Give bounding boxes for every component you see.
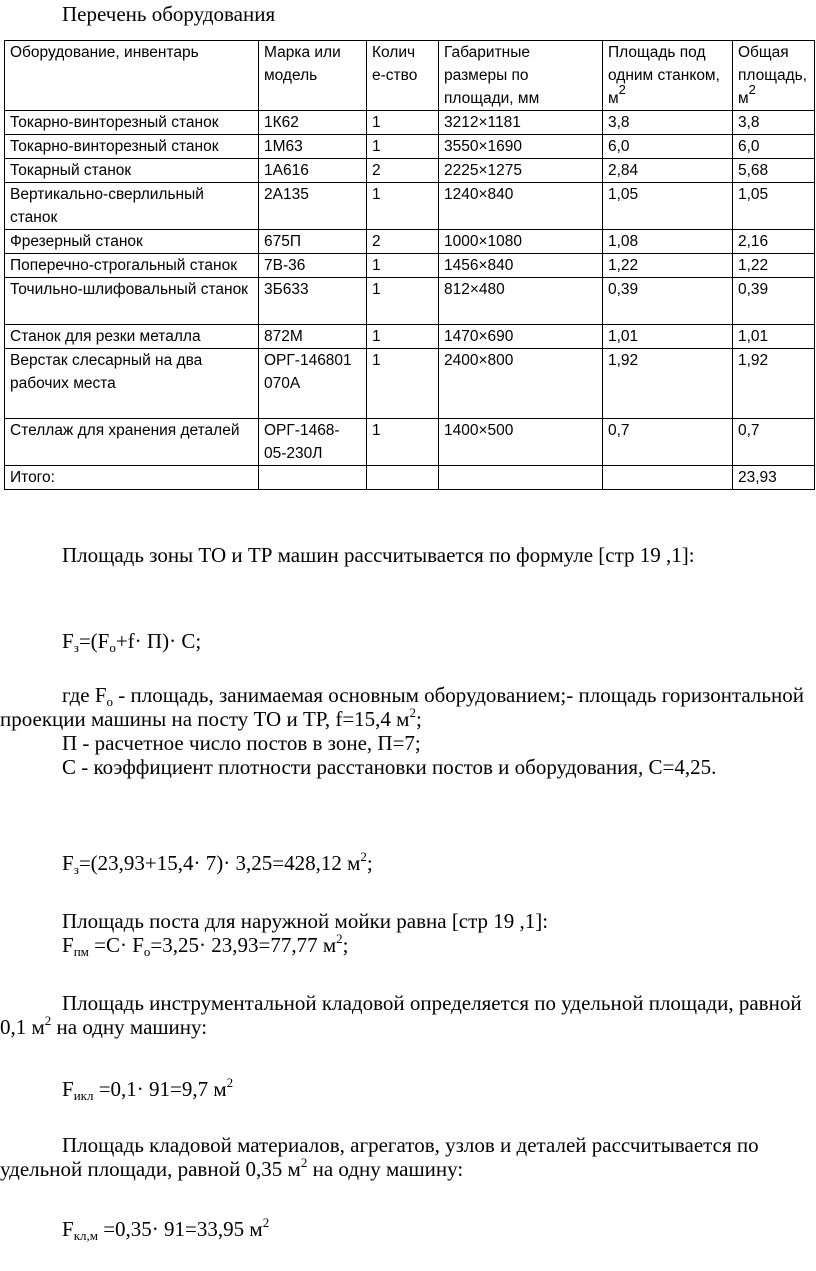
formula <box>0 851 816 875</box>
table-cell: Стеллаж для хранения деталей <box>5 419 259 466</box>
table-cell: Верстак слесарный на два рабочих места <box>5 349 259 419</box>
text-superscript: 2 <box>300 1155 308 1170</box>
formula-part: =(F <box>78 629 110 653</box>
header-cell: Колич е-ство <box>367 41 439 111</box>
formula-subscript: з <box>73 862 79 877</box>
table-row <box>5 135 815 159</box>
text-part: Площадь кладовой материалов, агрегатов, узлов и деталей рассчитывается по удельной площади, равной 0,35 м <box>0 1133 759 1181</box>
table-cell: Точильно-шлифовальный станок <box>5 278 259 325</box>
table-cell: 1 <box>367 325 439 349</box>
header-cell: Габаритные размеры по площади, мм <box>439 41 603 111</box>
table-cell: 872М <box>259 325 367 349</box>
text-part: где F <box>62 683 107 707</box>
text-part: - площадь, занимаемая основным оборудованием;- площадь горизонтальной проекции машины на посту ТО и ТР, f=15,4 м <box>0 683 804 731</box>
formula-line <box>0 933 816 957</box>
formula <box>0 629 816 653</box>
table-cell: 1М63 <box>259 135 367 159</box>
table-cell: 0,7 <box>603 419 733 466</box>
table-cell: 1470×690 <box>439 325 603 349</box>
text-part: Площадь инструментальной кладовой определяется по удельной площади, равной 0,1 м <box>0 991 802 1039</box>
table-cell: 6,0 <box>733 135 815 159</box>
table-cell: 2,16 <box>733 230 815 254</box>
formula-subscript: кл,м <box>73 1228 98 1243</box>
formula-part: ; <box>366 851 373 875</box>
formula-subscript: о <box>109 640 116 655</box>
table-cell: 1,01 <box>603 325 733 349</box>
equipment-table <box>4 40 815 490</box>
table-cell: 1К62 <box>259 111 367 135</box>
table-cell: Фрезерный станок <box>5 230 259 254</box>
table-cell: 0,39 <box>733 278 815 325</box>
table-cell: Токарно-винторезный станок <box>5 111 259 135</box>
header-cell: Марка или модель <box>259 41 367 111</box>
table-cell: Станок для резки металла <box>5 325 259 349</box>
paragraph-text <box>0 683 816 731</box>
total-label: Итого: <box>5 466 259 490</box>
table-row <box>5 419 815 466</box>
table-cell: 2А135 <box>259 183 367 230</box>
formula-subscript: икл <box>73 1088 94 1103</box>
formula-part: =0,1· 91=9,7 м <box>93 1077 227 1101</box>
table-cell: 812×480 <box>439 278 603 325</box>
table-cell: Вертикально-сверлильный станок <box>5 183 259 230</box>
table-row <box>5 278 815 325</box>
header-cell: Оборудование, инвентарь <box>5 41 259 111</box>
table-cell <box>367 466 439 490</box>
text-superscript: 2 <box>44 1013 52 1028</box>
table-cell: 1 <box>367 254 439 278</box>
table-cell: 1,22 <box>733 254 815 278</box>
table-cell: 3Б633 <box>259 278 367 325</box>
header-text: Площадь под одним станком, м <box>608 44 720 107</box>
formula-part: ; <box>342 933 349 957</box>
table-cell: ОРГ-1468-05-230Л <box>259 419 367 466</box>
table-cell: 1400×500 <box>439 419 603 466</box>
table-cell: Токарный станок <box>5 159 259 183</box>
table-cell: 3,8 <box>603 111 733 135</box>
table-cell: 2400×800 <box>439 349 603 419</box>
paragraph-text: П - расчетное число постов в зоне, П=7; <box>62 731 421 755</box>
table-cell: 5,68 <box>733 159 815 183</box>
formula-superscript: 2 <box>336 931 343 946</box>
table-cell: 1А616 <box>259 159 367 183</box>
table-cell: 1,05 <box>603 183 733 230</box>
table-cell: 1000×1080 <box>439 230 603 254</box>
formula-part: F <box>62 1077 74 1101</box>
table-cell: 1 <box>367 349 439 419</box>
header-superscript: 2 <box>618 82 626 97</box>
total-value: 23,93 <box>733 466 815 490</box>
paragraph <box>0 543 816 567</box>
definitions <box>0 683 816 779</box>
table-cell: 1,22 <box>603 254 733 278</box>
formula-part: =(23,93+15,4· 7)· 3,25=428,12 м <box>78 851 361 875</box>
paragraph-text: Площадь поста для наружной мойки равна [стр 19 ,1]: <box>62 909 549 933</box>
table-total-row <box>5 466 815 490</box>
formula-line <box>0 851 816 875</box>
table-cell: Токарно-винторезный станок <box>5 135 259 159</box>
formula-part: =0,35· 91=33,95 м <box>97 1217 263 1241</box>
formula-line <box>0 1077 816 1101</box>
table-header-row <box>5 41 815 111</box>
table-cell: 3,8 <box>733 111 815 135</box>
table-cell: 1,92 <box>733 349 815 419</box>
table-cell: 1456×840 <box>439 254 603 278</box>
table-cell: 1 <box>367 278 439 325</box>
table-cell: 1240×840 <box>439 183 603 230</box>
table-cell: 7В-36 <box>259 254 367 278</box>
table-cell: 6,0 <box>603 135 733 159</box>
formula <box>0 1077 816 1101</box>
paragraph-text: С - коэффициент плотности расстановки постов и оборудования, С=4,25. <box>62 755 717 779</box>
formula-part: F <box>62 851 74 875</box>
table-row <box>5 230 815 254</box>
formula-line <box>0 1217 816 1241</box>
table-cell: 2225×1275 <box>439 159 603 183</box>
table-cell: 675П <box>259 230 367 254</box>
text-part: на одну машину: <box>307 1157 464 1181</box>
formula-part: =3,25· 23,93=77,77 м <box>150 933 337 957</box>
formula-line <box>0 629 816 653</box>
formula-subscript: пм <box>73 944 89 959</box>
table-cell: 1,01 <box>733 325 815 349</box>
table-cell: 1,92 <box>603 349 733 419</box>
table-row <box>5 111 815 135</box>
paragraph <box>0 1133 816 1181</box>
text-part: на одну машину: <box>51 1015 208 1039</box>
table-row <box>5 183 815 230</box>
table-cell: 1,08 <box>603 230 733 254</box>
text-part: ; <box>415 707 422 731</box>
table-cell <box>439 466 603 490</box>
paragraph <box>0 991 816 1039</box>
header-text: Общая площадь, м <box>738 44 808 107</box>
table-cell: 1 <box>367 419 439 466</box>
table-row <box>5 254 815 278</box>
paragraph-text <box>0 991 816 1039</box>
paragraph-text <box>0 1133 816 1181</box>
formula <box>0 1217 816 1241</box>
table-cell: 0,7 <box>733 419 815 466</box>
formula-superscript: 2 <box>226 1075 234 1090</box>
table-cell: 2,84 <box>603 159 733 183</box>
text-subscript: о <box>106 694 114 709</box>
table-cell <box>259 466 367 490</box>
table-cell: 2 <box>367 159 439 183</box>
table-row <box>5 159 815 183</box>
table-row <box>5 349 815 419</box>
header-superscript: 2 <box>748 82 756 97</box>
header-cell <box>603 41 733 111</box>
formula-part: +f· П)· C; <box>115 629 202 653</box>
text-superscript: 2 <box>409 705 416 720</box>
formula-part: F <box>62 629 74 653</box>
header-cell <box>733 41 815 111</box>
formula-superscript: 2 <box>262 1215 270 1230</box>
table-cell <box>603 466 733 490</box>
paragraph <box>0 909 816 957</box>
table-cell: 0,39 <box>603 278 733 325</box>
page-title: Перечень оборудования <box>62 2 276 26</box>
table-cell: 1,05 <box>733 183 815 230</box>
table-cell: 1 <box>367 135 439 159</box>
formula-part: F <box>62 933 74 957</box>
formula-superscript: 2 <box>360 849 367 864</box>
table-cell: 3550×1690 <box>439 135 603 159</box>
formula-subscript: о <box>143 944 151 959</box>
table-cell: 1 <box>367 183 439 230</box>
table-cell: 1 <box>367 111 439 135</box>
paragraph-text: Площадь зоны ТО и ТР машин рассчитывается по формуле [стр 19 ,1]: <box>62 543 695 567</box>
formula-subscript: з <box>73 640 79 655</box>
formula-part: F <box>62 1217 74 1241</box>
formula-part: =C· F <box>88 933 144 957</box>
table-cell: 3212×1181 <box>439 111 603 135</box>
table-row <box>5 325 815 349</box>
table-cell: Поперечно-строгальный станок <box>5 254 259 278</box>
table-cell: 2 <box>367 230 439 254</box>
table-cell: ОРГ-146801 070А <box>259 349 367 419</box>
